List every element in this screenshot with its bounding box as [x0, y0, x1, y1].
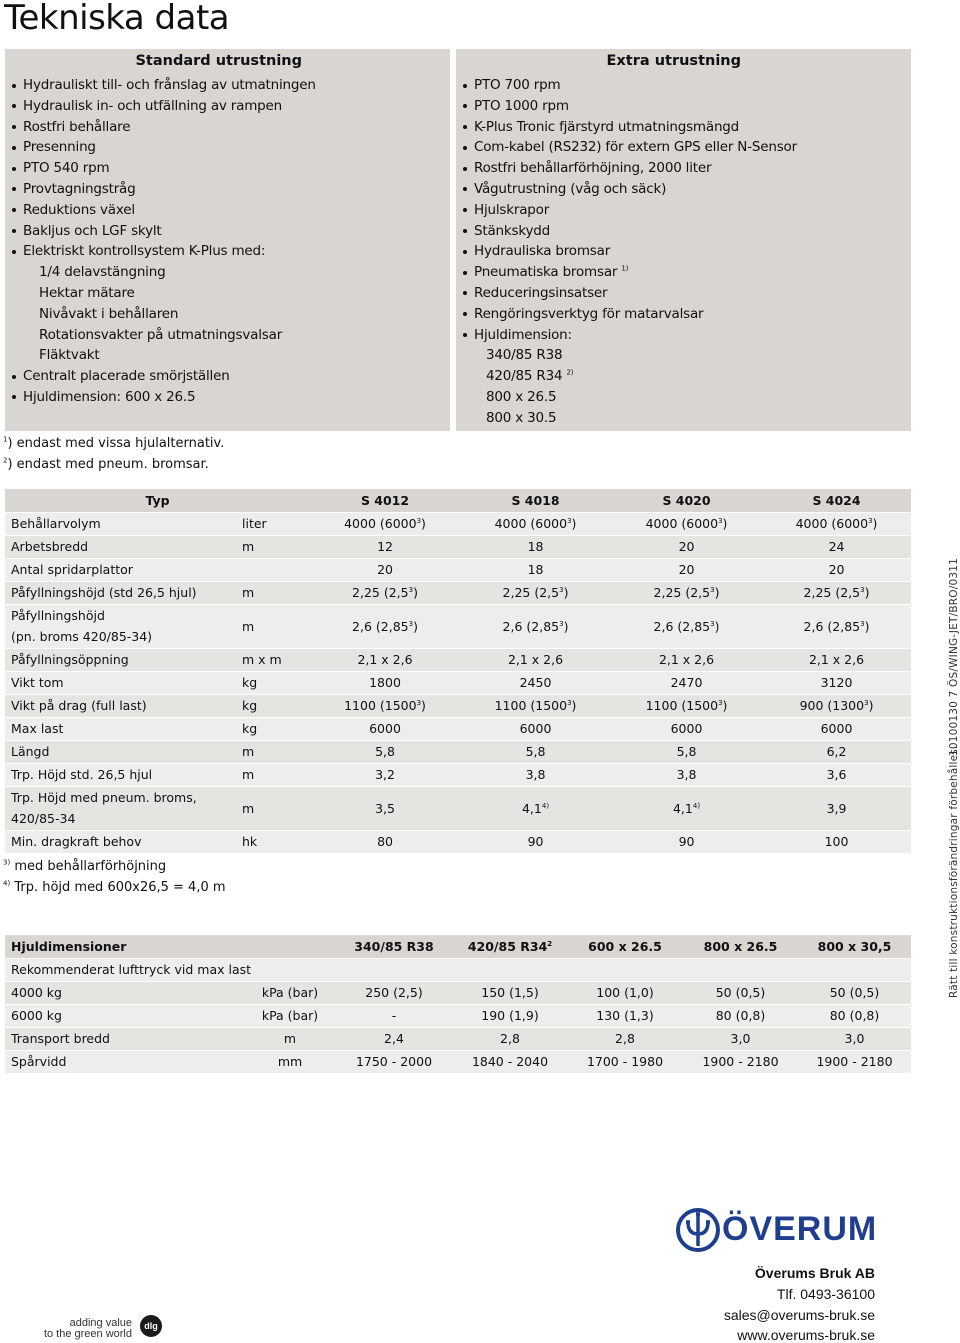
- standard-equipment-item: Rotationsvakter på utmatningsvalsar: [39, 326, 283, 343]
- tires-header-cell: 340/85 R38: [335, 935, 453, 958]
- specs-row-label: Max last: [5, 717, 240, 740]
- tires-value-cell: 190 (1,9): [453, 1004, 567, 1027]
- specs-value-cell: 2470: [611, 671, 762, 694]
- table-row: [5, 763, 911, 786]
- specs-row-unit: m: [240, 581, 310, 604]
- tires-value-cell: 2,8: [453, 1027, 567, 1050]
- specs-value-cell: 24: [762, 535, 911, 558]
- table-row: [5, 717, 911, 740]
- extra-equipment-item: Com-kabel (RS232) för extern GPS eller N-Sensor: [456, 137, 911, 158]
- specs-row-unit: [240, 558, 310, 581]
- specs-value-cell: 2,25 $(2,5^3)$: [762, 581, 911, 604]
- specs-value-cell: 2450: [460, 671, 611, 694]
- standard-equipment-item: Bakljus och LGF skylt: [5, 221, 450, 242]
- tires-subheader: Rekommenderat lufttryck vid max last: [5, 958, 911, 981]
- specs-value-cell: 90: [460, 830, 611, 853]
- tires-value-cell: 150 (1,5): [453, 981, 567, 1004]
- brand-wordmark: ÖVERUM: [722, 1210, 878, 1248]
- tires-row-label: 6000 kg: [5, 1004, 245, 1027]
- tires-value-cell: 1750 - 2000: [335, 1050, 453, 1073]
- specs-value-cell: 3,8: [460, 763, 611, 786]
- specs-row-unit: m x m: [240, 648, 310, 671]
- specs-value-cell: 4,1$^{4)}$: [460, 786, 611, 830]
- specs-value-cell: 6000: [762, 717, 911, 740]
- document-code: 10100130 7 ÖS/WING-JET/BRO/0311: [948, 557, 960, 756]
- footnote-1: $^1$) endast med vissa hjulalternativ.: [3, 435, 225, 451]
- specs-value-cell: 2,6 (2,85$^3$): [611, 604, 762, 648]
- disclaimer-text: Rätt till konstruktionsförändringar förbehålles.: [948, 745, 960, 998]
- specs-row-label: Trp. Höjd std. 26,5 hjul: [5, 763, 240, 786]
- table-row: [5, 1050, 911, 1073]
- table-row: [5, 671, 911, 694]
- specs-value-cell: 2,1 x 2,6: [611, 648, 762, 671]
- extra-equipment-item: Reduceringsinsatser: [456, 283, 911, 304]
- extra-equipment-item: Rengöringsverktyg för matarvalsar: [456, 304, 911, 325]
- specs-row-label: Trp. Höjd med pneum. broms, 420/85-34: [5, 786, 240, 830]
- specs-value-cell: 80: [310, 830, 460, 853]
- tires-value-cell: 50 (0,5): [798, 981, 911, 1004]
- tires-header-row: [5, 935, 911, 958]
- standard-equipment-item: Hjuldimension: 600 x 26.5: [5, 387, 450, 408]
- table-row: [5, 558, 911, 581]
- table-row: [5, 740, 911, 763]
- specs-value-cell: 2,6 (2,85$^3$): [762, 604, 911, 648]
- extra-equipment-item: 800 x 30.5: [486, 409, 557, 426]
- trident-logo-icon: [676, 1208, 720, 1252]
- standard-equipment-item: Centralt placerade smörjställen: [5, 366, 450, 387]
- tires-header-cell: Hjuldimensioner: [5, 935, 245, 958]
- extra-equipment-box: [456, 49, 911, 431]
- table-row: [5, 604, 911, 648]
- tires-header-cell: [245, 935, 335, 958]
- extra-equipment-item: PTO 700 rpm: [456, 75, 911, 96]
- specs-value-cell: 90: [611, 830, 762, 853]
- dlg-badge-icon: dlg: [140, 1315, 162, 1337]
- specs-value-cell: 2,25 $(2,5^3)$: [611, 581, 762, 604]
- specs-row-unit: m: [240, 786, 310, 830]
- standard-equipment-item: PTO 540 rpm: [5, 158, 450, 179]
- tagline: adding value to the green world: [43, 1317, 132, 1340]
- extra-equipment-item: 800 x 26.5: [486, 388, 557, 405]
- tires-header-cell: 420/85 $R34^2$: [453, 935, 567, 958]
- specs-row-label: Vikt på drag (full last): [5, 694, 240, 717]
- specs-row-unit: m: [240, 604, 310, 648]
- tires-row-unit: kPa (bar): [245, 1004, 335, 1027]
- tires-value-cell: 2,8: [567, 1027, 683, 1050]
- extra-equipment-item: Pneumatiska bromsar $^{1)}$: [456, 262, 911, 283]
- specs-row-unit: liter: [240, 512, 310, 535]
- company-name: Överums Bruk AB: [754, 1265, 875, 1281]
- tires-value-cell: 50 (0,5): [683, 981, 798, 1004]
- tires-row-label: Spårvidd: [5, 1050, 245, 1073]
- standard-equipment-item: 1/4 delavstängning: [39, 264, 166, 281]
- tires-value-cell: 250 (2,5): [335, 981, 453, 1004]
- standard-equipment-item: Presenning: [5, 137, 450, 158]
- specs-header-row: [5, 489, 911, 512]
- tires-value-cell: 3,0: [798, 1027, 911, 1050]
- specs-value-cell: 18: [460, 558, 611, 581]
- specs-value-cell: 2,1 x 2,6: [762, 648, 911, 671]
- extra-equipment-item: PTO 1000 rpm: [456, 96, 911, 117]
- specs-header-cell: S 4012: [310, 489, 460, 512]
- company-email[interactable]: sales@overums-bruk.se: [723, 1307, 875, 1323]
- specs-row-unit: m: [240, 763, 310, 786]
- table-row: [5, 535, 911, 558]
- specs-table: [5, 489, 911, 854]
- specs-row-unit: hk: [240, 830, 310, 853]
- table-row: [5, 1004, 911, 1027]
- specs-value-cell: 2,25 $(2,5^3)$: [310, 581, 460, 604]
- standard-equipment-list: [5, 75, 450, 408]
- standard-equipment-item: Rostfri behållare: [5, 117, 450, 138]
- specs-value-cell: 6,2: [762, 740, 911, 763]
- overum-logo: [676, 1208, 876, 1254]
- specs-value-cell: 4000 (6000$^3$): [611, 512, 762, 535]
- specs-value-cell: 3,9: [762, 786, 911, 830]
- specs-value-cell: 1800: [310, 671, 460, 694]
- extra-equipment-list: [456, 75, 911, 429]
- specs-value-cell: 2,1 x 2,6: [310, 648, 460, 671]
- specs-header-cell: S 4018: [460, 489, 611, 512]
- specs-row-label: Min. dragkraft behov: [5, 830, 240, 853]
- specs-value-cell: 12: [310, 535, 460, 558]
- footnote-4: $^{4)}$ Trp. höjd med 600x26,5 = 4,0 m: [3, 879, 226, 895]
- specs-value-cell: 20: [310, 558, 460, 581]
- specs-header-cell: Typ: [5, 489, 310, 512]
- specs-row-label: Antal spridarplattor: [5, 558, 240, 581]
- extra-equipment-item: Hydrauliska bromsar: [456, 241, 911, 262]
- specs-value-cell: 2,6 (2,85$^3$): [460, 604, 611, 648]
- specs-value-cell: 4000 (6000$^3$): [762, 512, 911, 535]
- specs-value-cell: 20: [611, 535, 762, 558]
- tires-row-unit: m: [245, 1027, 335, 1050]
- company-website[interactable]: www.overums-bruk.se: [737, 1327, 875, 1343]
- tires-value-cell: 80 (0,8): [798, 1004, 911, 1027]
- specs-value-cell: 6000: [611, 717, 762, 740]
- tires-row-label: 4000 kg: [5, 981, 245, 1004]
- specs-value-cell: 3,6: [762, 763, 911, 786]
- specs-value-cell: 2,6 (2,85$^3$): [310, 604, 460, 648]
- standard-equipment-heading: Standard utrustning: [135, 53, 302, 69]
- table-row: [5, 512, 911, 535]
- tires-row-label: Transport bredd: [5, 1027, 245, 1050]
- tires-header-cell: 600 x 26.5: [567, 935, 683, 958]
- footnote-3: $^{3)}$ med behållarförhöjning: [3, 858, 167, 874]
- tires-value-cell: 1840 - 2040: [453, 1050, 567, 1073]
- extra-equipment-item: Rostfri behållarförhöjning, 2000 liter: [456, 158, 911, 179]
- table-row: [5, 648, 911, 671]
- specs-value-cell: 1100 (1500$^3$): [460, 694, 611, 717]
- standard-equipment-item: Reduktions växel: [5, 200, 450, 221]
- extra-equipment-item: Vågutrustning (våg och säck): [456, 179, 911, 200]
- specs-value-cell: 100: [762, 830, 911, 853]
- extra-equipment-item: Stänkskydd: [456, 221, 911, 242]
- tires-value-cell: -: [335, 1004, 453, 1027]
- standard-equipment-item: Fläktvakt: [39, 347, 100, 364]
- specs-value-cell: 5,8: [460, 740, 611, 763]
- extra-equipment-item: 420/85 R34 $^{2)}$: [486, 368, 574, 385]
- specs-value-cell: 5,8: [310, 740, 460, 763]
- specs-value-cell: 18: [460, 535, 611, 558]
- specs-value-cell: 2,1 x 2,6: [460, 648, 611, 671]
- tires-value-cell: 1700 - 1980: [567, 1050, 683, 1073]
- tires-table: [5, 935, 911, 1074]
- specs-value-cell: 3120: [762, 671, 911, 694]
- specs-row-label: Vikt tom: [5, 671, 240, 694]
- specs-row-label: Längd: [5, 740, 240, 763]
- specs-row-unit: m: [240, 535, 310, 558]
- specs-value-cell: 3,8: [611, 763, 762, 786]
- specs-row-unit: kg: [240, 717, 310, 740]
- tires-value-cell: 130 (1,3): [567, 1004, 683, 1027]
- specs-value-cell: 5,8: [611, 740, 762, 763]
- tires-value-cell: 1900 - 2180: [798, 1050, 911, 1073]
- company-phone: Tlf. 0493-36100: [776, 1286, 875, 1302]
- extra-equipment-item: 340/85 R38: [486, 347, 563, 364]
- footnote-2: $^2$) endast med pneum. bromsar.: [3, 456, 209, 472]
- specs-value-cell: 1100 (1500$^3$): [310, 694, 460, 717]
- standard-equipment-item: Elektriskt kontrollsystem K-Plus med:: [5, 241, 450, 262]
- specs-value-cell: 3,5: [310, 786, 460, 830]
- tires-subheader-row: [5, 958, 911, 981]
- standard-equipment-item: Hydraulisk in- och utfällning av rampen: [5, 96, 450, 117]
- specs-value-cell: 1100 (1500$^3$): [611, 694, 762, 717]
- specs-value-cell: 4000 (6000$^3$): [460, 512, 611, 535]
- specs-header-cell: S 4024: [762, 489, 911, 512]
- page-title: Tekniska data: [4, 0, 230, 38]
- tires-row-unit: kPa (bar): [245, 981, 335, 1004]
- standard-equipment-item: Hydrauliskt till- och frånslag av utmatningen: [5, 75, 450, 96]
- specs-row-label: Påfyllningshöjd (pn. broms 420/85-34): [5, 604, 240, 648]
- table-row: [5, 694, 911, 717]
- tires-value-cell: 2,4: [335, 1027, 453, 1050]
- tires-value-cell: 1900 - 2180: [683, 1050, 798, 1073]
- specs-row-label: Arbetsbredd: [5, 535, 240, 558]
- specs-row-label: Påfyllningsöppning: [5, 648, 240, 671]
- table-row: [5, 981, 911, 1004]
- specs-value-cell: 20: [762, 558, 911, 581]
- extra-equipment-item: Hjulskrapor: [456, 200, 911, 221]
- specs-value-cell: 6000: [460, 717, 611, 740]
- extra-equipment-heading: Extra utrustning: [606, 53, 741, 69]
- standard-equipment-item: Provtagningstråg: [5, 179, 450, 200]
- tires-value-cell: 3,0: [683, 1027, 798, 1050]
- table-row: [5, 1027, 911, 1050]
- specs-value-cell: 20: [611, 558, 762, 581]
- tires-value-cell: 80 (0,8): [683, 1004, 798, 1027]
- table-row: [5, 786, 911, 830]
- standard-equipment-item: Hektar mätare: [39, 284, 135, 301]
- extra-equipment-item: K-Plus Tronic fjärstyrd utmatningsmängd: [456, 117, 911, 138]
- tires-header-cell: 800 x 26.5: [683, 935, 798, 958]
- tires-header-cell: 800 x 30,5: [798, 935, 911, 958]
- specs-row-unit: kg: [240, 694, 310, 717]
- specs-row-label: Påfyllningshöjd (std 26,5 hjul): [5, 581, 240, 604]
- tires-value-cell: 100 (1,0): [567, 981, 683, 1004]
- tires-row-unit: mm: [245, 1050, 335, 1073]
- specs-value-cell: 900 (1300$^3$): [762, 694, 911, 717]
- specs-value-cell: 4,1$^{4)}$: [611, 786, 762, 830]
- table-row: [5, 830, 911, 853]
- specs-header-cell: S 4020: [611, 489, 762, 512]
- specs-row-label: Behållarvolym: [5, 512, 240, 535]
- standard-equipment-item: Nivåvakt i behållaren: [39, 305, 179, 322]
- extra-equipment-item: Hjuldimension:: [456, 325, 911, 346]
- specs-value-cell: 3,2: [310, 763, 460, 786]
- specs-row-unit: m: [240, 740, 310, 763]
- specs-value-cell: 6000: [310, 717, 460, 740]
- specs-value-cell: 2,25 $(2,5^3)$: [460, 581, 611, 604]
- specs-value-cell: 4000 (6000$^3$): [310, 512, 460, 535]
- standard-equipment-box: [5, 49, 450, 431]
- specs-row-unit: kg: [240, 671, 310, 694]
- table-row: [5, 581, 911, 604]
